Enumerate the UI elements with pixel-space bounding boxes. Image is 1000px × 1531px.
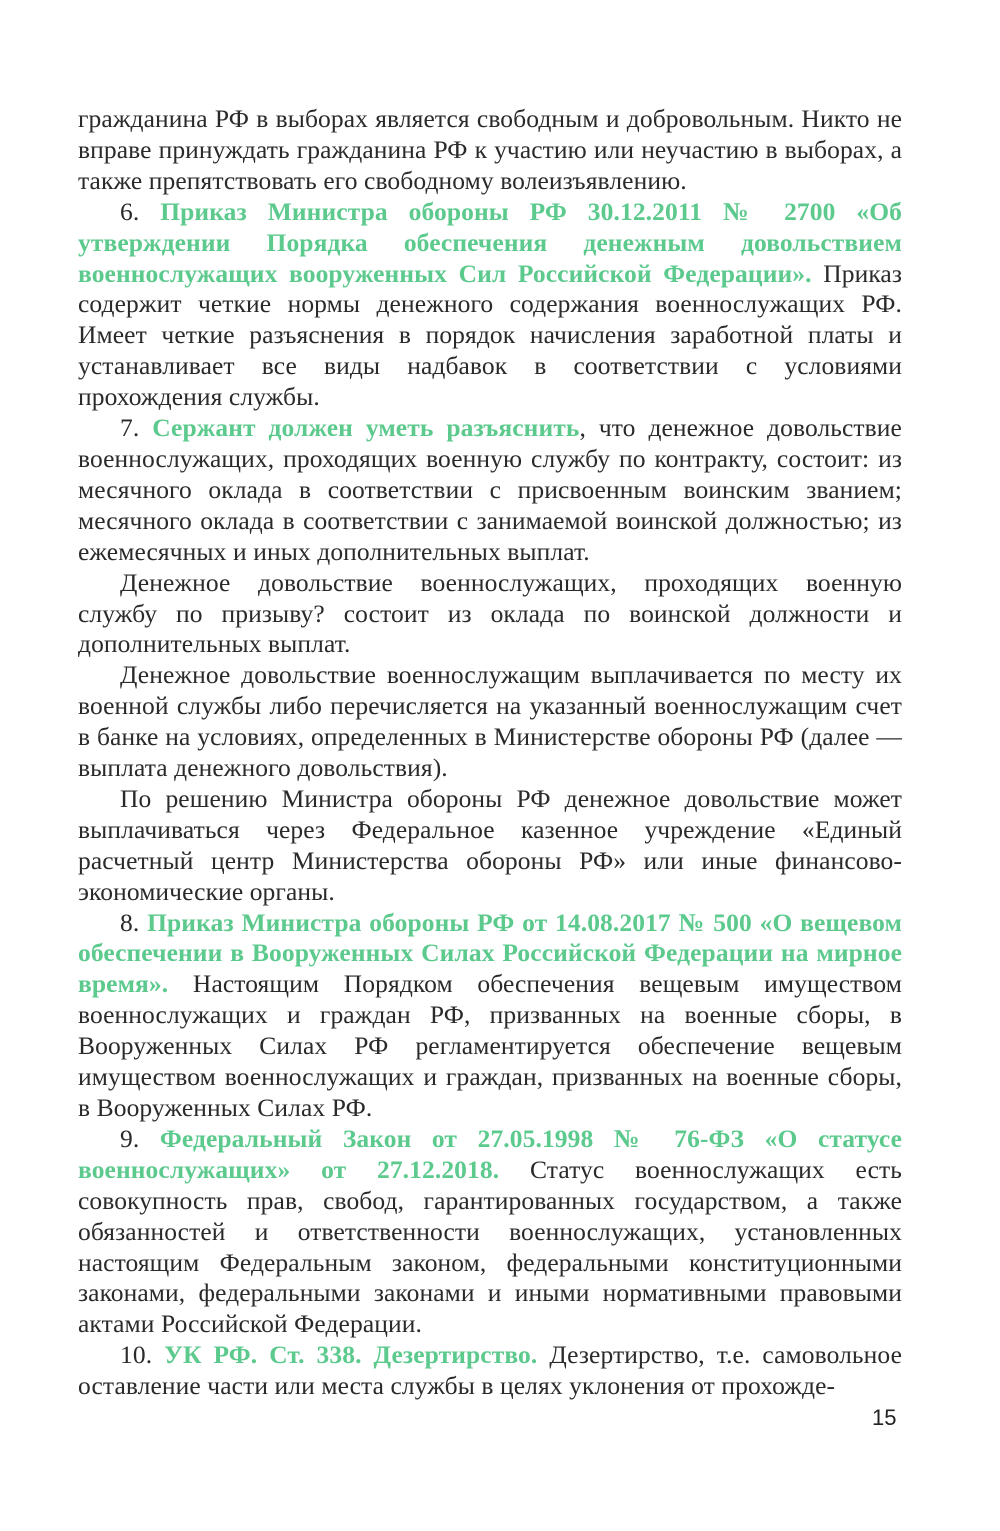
paragraph-text: , что денежное довольствие военнослужащих, проходящих военную службу по контракту, состоит: из месячного оклада в соответствии с присвоенным воинским званием; месячного оклада в соответствии с занимаемой воинской должностью; из ежемесячных и иных дополнительных выплат.	[78, 413, 902, 566]
paragraph-7	[78, 413, 902, 568]
paragraph-8	[78, 908, 902, 1124]
paragraph-10	[78, 1340, 902, 1402]
paragraph-6	[78, 197, 902, 413]
paragraph-text: Дезертирство, т.е. самовольное оставление части или места службы в целях уклонения от прохожде-	[78, 1340, 902, 1401]
paragraph-text: Денежное довольствие военнослужащим выплачивается по месту их военной службы либо перечисляется на указанный военнослужащим счет в банке на условиях, определенных в Министерстве обороны РФ (далее — выплата денежного довольствия).	[78, 660, 902, 783]
page-body	[78, 104, 902, 1402]
item-number: 10.	[120, 1340, 165, 1370]
paragraph-text: По решению Министра обороны РФ денежное довольствие может выплачиваться через Федеральное казенное учреждение «Единый расчетный центр Министерства обороны РФ» или иные финансово-экономические органы.	[78, 783, 902, 906]
paragraph-text: гражданина РФ в выборах является свободным и добровольным. Никто не вправе принуждать гражданина РФ к участию или неучастию в выборах, а также препятствовать его свободному волеизъявлению.	[78, 104, 902, 195]
paragraph-text: Настоящим Порядком обеспечения вещевым имуществом военнослужащих и граждан РФ, призванных на военные сборы, в Вооруженных Силах РФ регламентируется обеспечение вещевым имуществом военнослужащих и граждан, призванных на военные сборы, в Вооруженных Силах РФ.	[78, 969, 902, 1122]
highlighted-title: Сержант должен уметь разъяснить	[152, 413, 580, 443]
item-number: 9.	[120, 1123, 160, 1153]
highlighted-title: Приказ Министра обороны РФ 30.12.2011 № 2700 «Об утверждении Порядка обеспечения денежным довольствием военнослужащих вооруженных Сил Российской Федерации».	[78, 196, 902, 288]
page-number: 15	[872, 1405, 897, 1430]
paragraph-text: Статус военнослужащих есть совокупность прав, свобод, гарантированных государством, а также обязанностей и ответственности военнослужащих, установленных настоящим Федеральным законом, федеральными конституционными законами, федеральными законами и иными нормативными правовыми актами Российской Федерации.	[78, 1154, 902, 1339]
highlighted-title: Приказ Министра обороны РФ от 14.08.2017 № 500 «О вещевом обеспечении в Вооруженных Силах Российской Федерации на мирное время».	[78, 907, 903, 999]
highlighted-title: УК РФ. Ст. 338. Дезертирство.	[164, 1340, 538, 1370]
paragraph-conscript-pay	[78, 568, 902, 661]
paragraph-1	[78, 104, 902, 197]
paragraph-pay-decision	[78, 784, 902, 908]
paragraph-text: Денежное довольствие военнослужащих, проходящих военную службу по призыву? состоит из оклада по воинской должности и дополнительных выплат.	[78, 567, 902, 659]
item-number: 7.	[120, 413, 153, 443]
item-number: 8.	[120, 907, 148, 937]
paragraph-pay-location	[78, 660, 902, 784]
paragraph-text: Приказ содержит четкие нормы денежного содержания военнослужащих РФ. Имеет четкие разъяснения в порядок начисления заработной платы и устанавливает все виды надбавок в соответствии с условиями прохождения службы.	[78, 258, 903, 412]
item-number: 6.	[120, 196, 161, 226]
paragraph-9	[78, 1124, 902, 1340]
highlighted-title: Федеральный Закон от 27.05.1998 № 76-ФЗ «О статусе военнослужащих» от 27.12.2018.	[78, 1123, 902, 1184]
